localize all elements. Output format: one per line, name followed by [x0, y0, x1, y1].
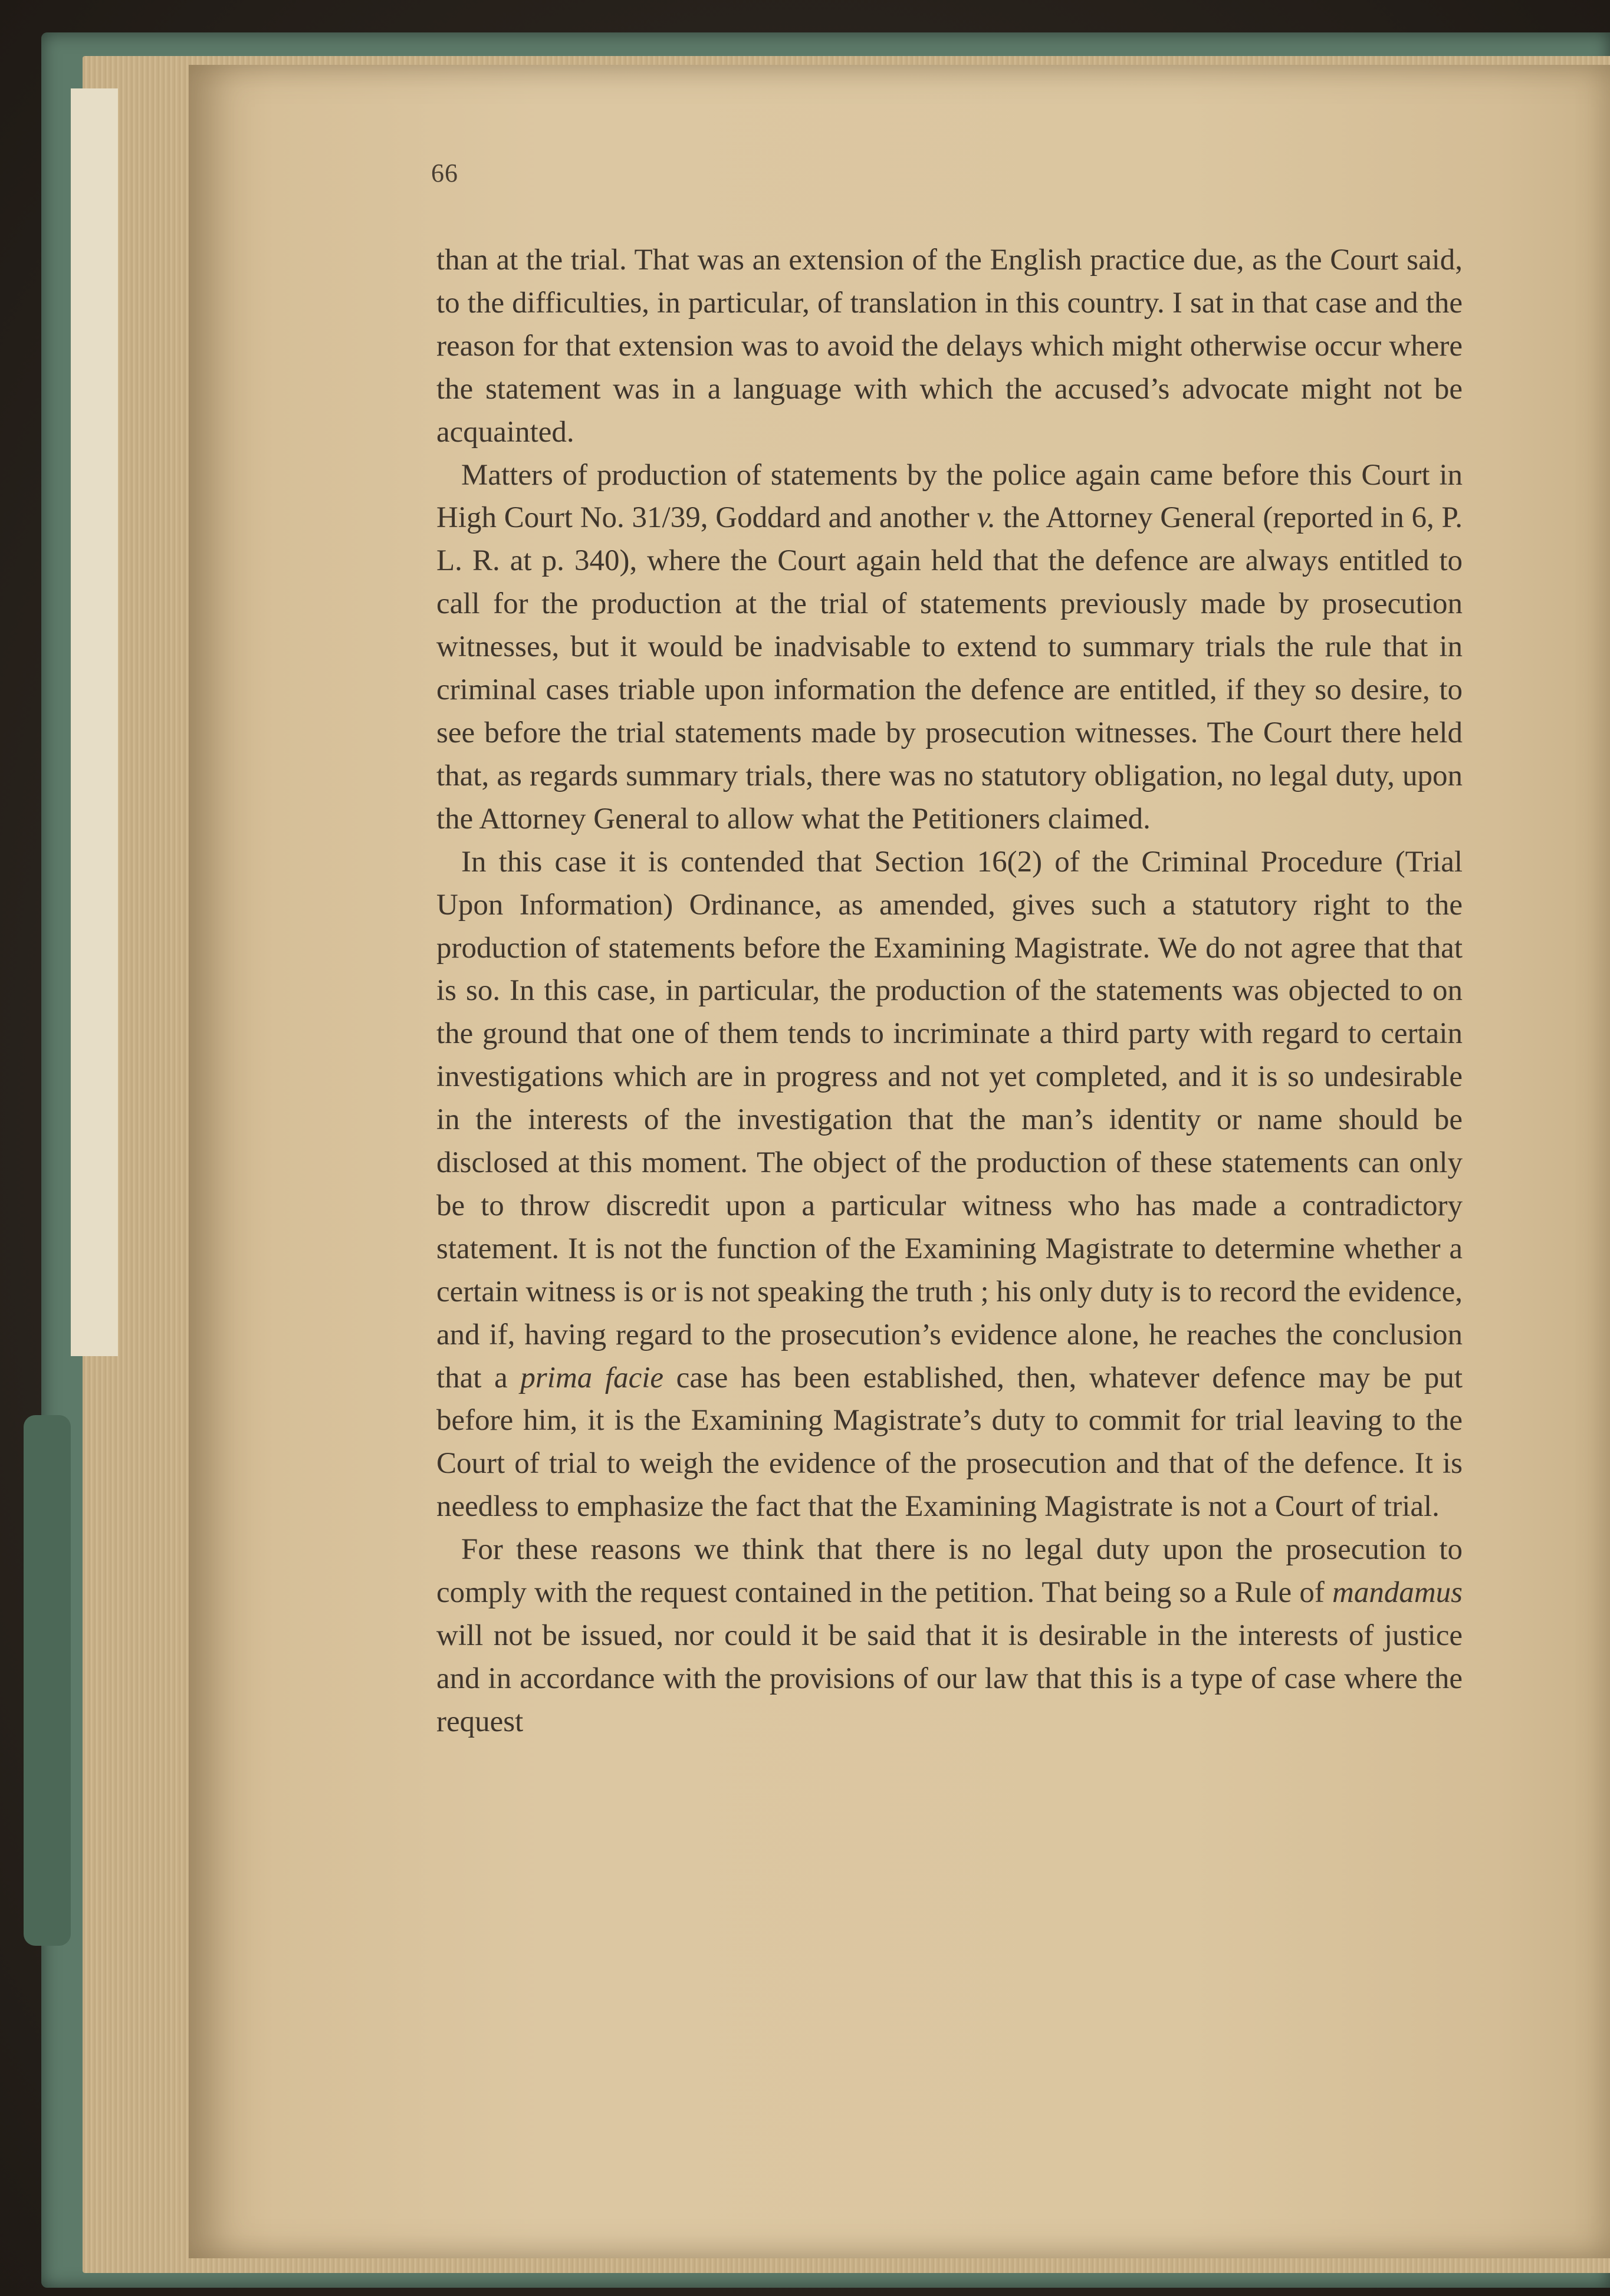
text-segment: For these reasons we think that there is no legal duty upon the prosecution to comply with the request contained in the petition. That being so a Rule of [436, 1533, 1463, 1610]
page-body [436, 239, 1463, 2055]
text-segment: In this case it is contended that Section 16(2) of the Criminal Procedure (Trial Upon Information) Ordinance, as amended, gives such a statutory right to the production of statements before the Examining Magistrate. We do not agree that that is so. In this case, in particular, the production of the statements was objected to on the ground that one of them tends to incriminate a third party with regard to certain investigations which are in progress and not yet completed, and it is so undesirable in the interests of the investigation that the man’s identity or name should be disclosed at this moment. The object of the production of these statements can only be to throw discredit upon a particular witness who has made a contradictory statement. It is not the function of the Examining Magistrate to determine whether a certain witness is or is not speaking the truth ; his only duty is to record the evidence, and if, having regard to the prosecution’s evidence alone, he reaches the conclusion that a [436, 845, 1463, 1394]
paragraph [436, 841, 1463, 1529]
italic-text: mandamus [1332, 1576, 1463, 1610]
torn-cover-edge [24, 1415, 71, 1946]
text-segment: case has been established, then, whatever defence may be put before him, it is the Examining Magistrate’s duty to commit for trial leaving to the Court of trial to weigh the evidence of the prosecution and that of the defence. It is needless to emphasize the fact that the Examining Magistrate is not a Court of trial. [436, 1361, 1463, 1524]
paragraph [436, 239, 1463, 454]
text-segment: than at the trial. That was an extension of the English practice due, as the Court said, to the difficulties, in particular, of translation in this country. I sat in that case and the reason for that extension was to avoid the delays which might otherwise occur where the statement was in a language with which the accused’s advocate might not be acquainted. [436, 244, 1463, 449]
flyleaf-edge [71, 88, 118, 1356]
italic-text: prima facie [520, 1361, 664, 1394]
paragraph [436, 1528, 1463, 1744]
page-number: 66 [431, 159, 458, 188]
text-segment: the Attorney General (reported in 6, P. L. R. at p. 340), where the Court again held that the defence are always entitled to call for the production at the trial of statements previously made by prosecution witnesses, but it would be inadvisable to extend to summary trials the rule that in criminal cases triable upon information the defence are entitled, if they so desire, to see before the trial statements made by prosecution witnesses. The Court there held that, as regards summary trials, there was no statutory obligation, no legal duty, upon the Attorney General to allow what the Petitioners claimed. [436, 501, 1463, 835]
italic-text: v. [977, 501, 996, 535]
text-segment: will not be issued, nor could it be said that it is desirable in the interests of justice and in accordance with the provisions of our law that this is a type of case where the request [436, 1619, 1463, 1738]
text-segment: Matters of production of statements by the police again came before this Court in High Court No. 31/39, Goddard and another [436, 458, 1463, 535]
paragraph [436, 454, 1463, 841]
